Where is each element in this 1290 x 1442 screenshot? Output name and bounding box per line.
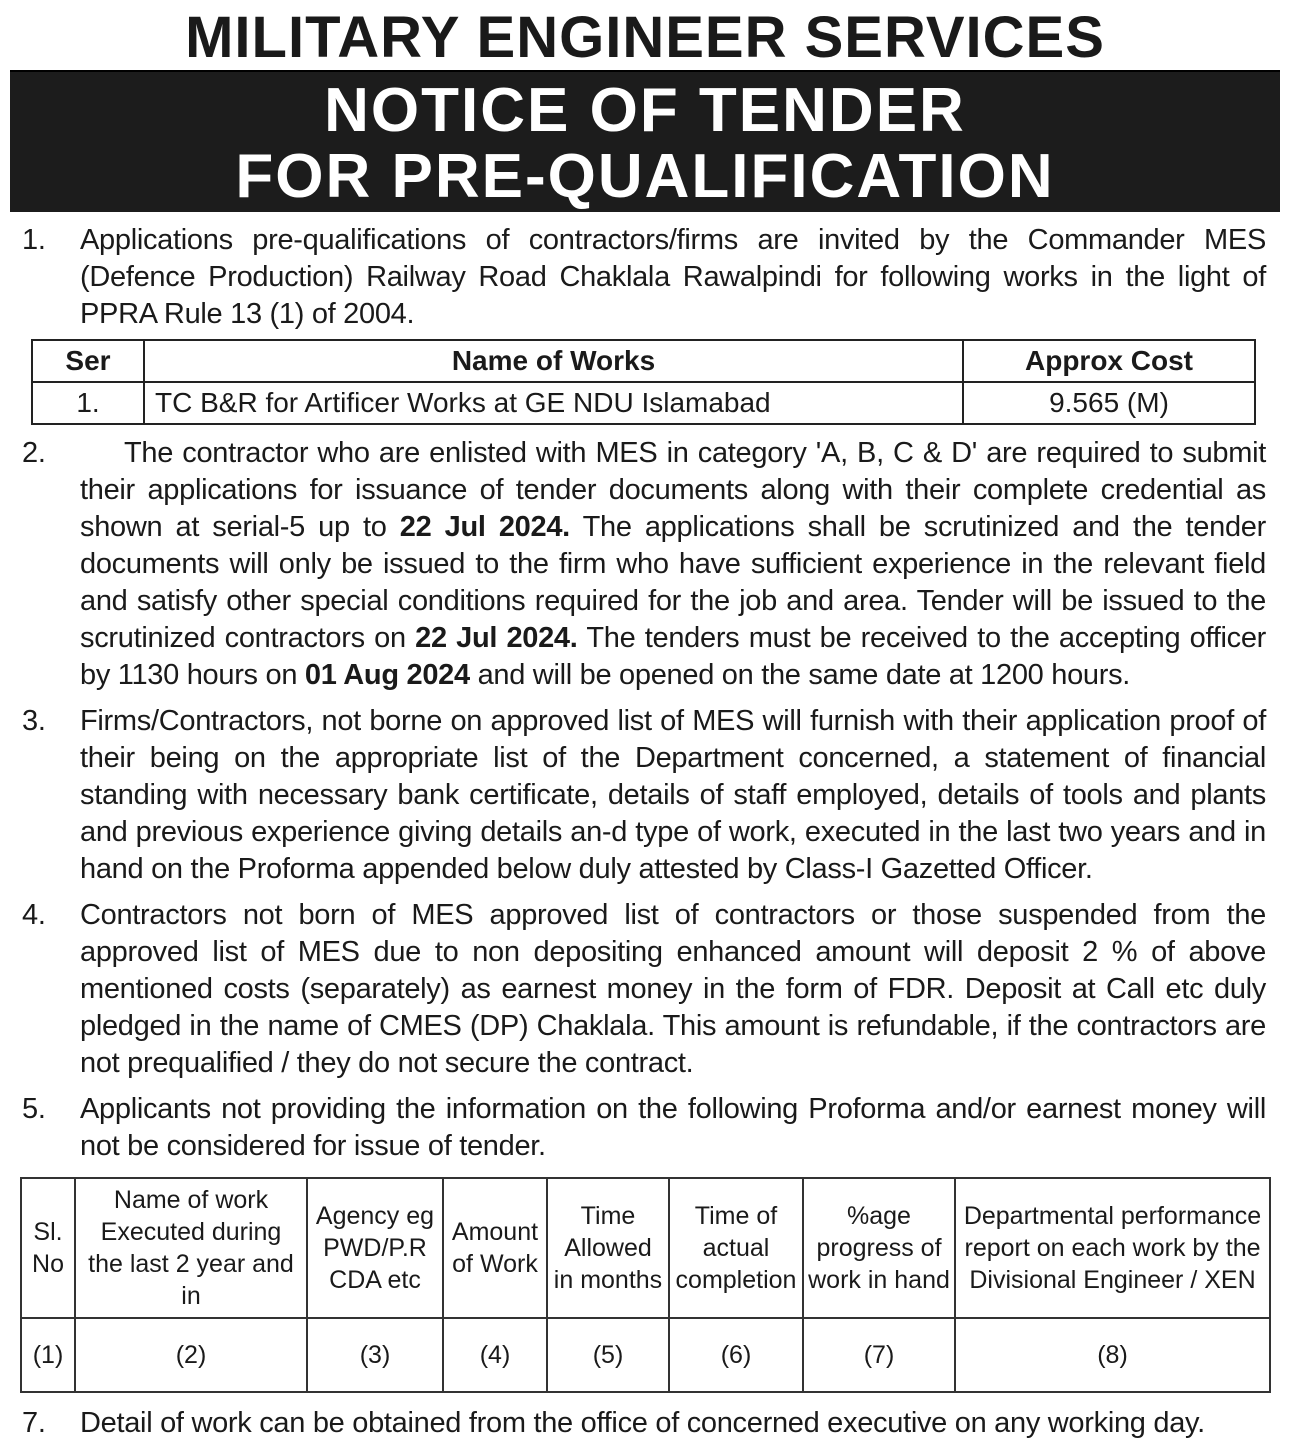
cell-1: (1) xyxy=(21,1318,75,1392)
cell-work-name: TC B&R for Artificer Works at GE NDU Islamabad xyxy=(144,382,963,424)
application-deadline: 22 Jul 2024. xyxy=(399,511,570,543)
proforma-table xyxy=(20,1177,1271,1393)
notice-subtitle: FOR PRE-QUALIFICATION xyxy=(235,142,1055,211)
col-progress: %age progress of work in hand xyxy=(803,1178,955,1318)
org-title: MILITARY ENGINEER SERVICES xyxy=(10,0,1280,72)
paragraph-text: Applications pre-qualifications of contractors/firms are invited by the Commander MES (Defence Production) Railway Road Chaklala Rawalpindi for following works in the light of PPRA Rule 13 (1) of 2004. xyxy=(80,224,1266,330)
paragraph-text: The tenders must be received to the accepting officer by 1130 hours on xyxy=(80,622,1267,691)
paragraph-number: 5. xyxy=(22,1093,46,1125)
proforma-row xyxy=(21,1318,1270,1392)
table-header-row xyxy=(32,340,1255,382)
cell-8: (8) xyxy=(955,1318,1270,1392)
cell-cost: 9.565 (M) xyxy=(963,382,1255,424)
paragraph-number: 3. xyxy=(22,705,46,737)
cell-ser: 1. xyxy=(32,382,144,424)
works-table xyxy=(31,339,1256,425)
col-amount: Amount of Work xyxy=(443,1178,547,1318)
paragraph-text: Detail of work can be obtained from the office of concerned executive on any working day. xyxy=(80,1407,1205,1439)
col-time-completion: Time of actual completion xyxy=(669,1178,803,1318)
col-performance-report: Departmental performance report on each work by the Divisional Engineer / XEN xyxy=(955,1178,1270,1318)
paragraph-text: The applications shall be scrutinized and the tender documents will only be issued to the firm who have sufficient experience in the relevant field and satisfy other special conditions required for the job and area. Tender will be issued to the scrutinized contractors on xyxy=(80,511,1266,654)
proforma-header-row xyxy=(21,1178,1270,1318)
col-agency: Agency eg PWD/P.R CDA etc xyxy=(307,1178,443,1318)
cell-7: (7) xyxy=(803,1318,955,1392)
cell-5: (5) xyxy=(547,1318,669,1392)
col-approx-cost: Approx Cost xyxy=(963,340,1255,382)
paragraph-1 xyxy=(0,222,1290,333)
paragraph-text: Contractors not born of MES approved list of contractors or those suspended from the approved list of MES due to non depositing enhanced amount will deposit 2 % of above mentioned costs (separately) as earnest money in the form of FDR. Deposit at Call etc duly pledged in the name of CMES (DP) Chaklala. This amount is refundable, if the contractors are not prequalified / they do not secure the contract. xyxy=(80,899,1266,1079)
paragraph-text: and will be opened on the same date at 1200 hours. xyxy=(469,659,1131,691)
paragraph-2 xyxy=(0,435,1290,694)
paragraph-number: 7. xyxy=(22,1407,46,1439)
issue-date: 22 Jul 2024. xyxy=(415,622,578,654)
paragraph-5 xyxy=(0,1091,1290,1165)
paragraph-number: 1. xyxy=(22,224,46,256)
paragraph-text: The contractor who are enlisted with MES in category 'A, B, C & D' are required to submit their applications for issuance of tender documents along with their complete credential as shown at serial-5 up to xyxy=(80,437,1266,543)
paragraph-3 xyxy=(0,703,1290,888)
cell-6: (6) xyxy=(669,1318,803,1392)
paragraph-text: Applicants not providing the information on the following Proforma and/or earnest money will not be considered for issue of tender. xyxy=(80,1093,1266,1162)
paragraph-7 xyxy=(0,1405,1290,1442)
paragraph-number: 2. xyxy=(22,437,46,469)
notice-banner xyxy=(10,72,1280,212)
paragraph-number: 4. xyxy=(22,899,46,931)
col-name-of-works: Name of Works xyxy=(144,340,963,382)
cell-4: (4) xyxy=(443,1318,547,1392)
submission-date: 01 Aug 2024 xyxy=(304,659,470,691)
notice-title: NOTICE OF TENDER xyxy=(324,76,966,145)
col-name-of-work: Name of work Executed during the last 2 year and in xyxy=(75,1178,307,1318)
paragraph-text: Firms/Contractors, not borne on approved list of MES will furnish with their application proof of their being on the appropriate list of the Department concerned, a statement of financial standing with necessary bank certificate, details of staff employed, details of tools and plants and previous experience giving details an-d type of work, executed in the last two years and in hand on the Proforma appended below duly attested by Class-I Gazetted Officer. xyxy=(80,705,1266,885)
col-sl-no: Sl. No xyxy=(21,1178,75,1318)
cell-3: (3) xyxy=(307,1318,443,1392)
col-ser: Ser xyxy=(32,340,144,382)
table-row xyxy=(32,382,1255,424)
paragraph-4 xyxy=(0,897,1290,1082)
cell-2: (2) xyxy=(75,1318,307,1392)
col-time-allowed: Time Allowed in months xyxy=(547,1178,669,1318)
